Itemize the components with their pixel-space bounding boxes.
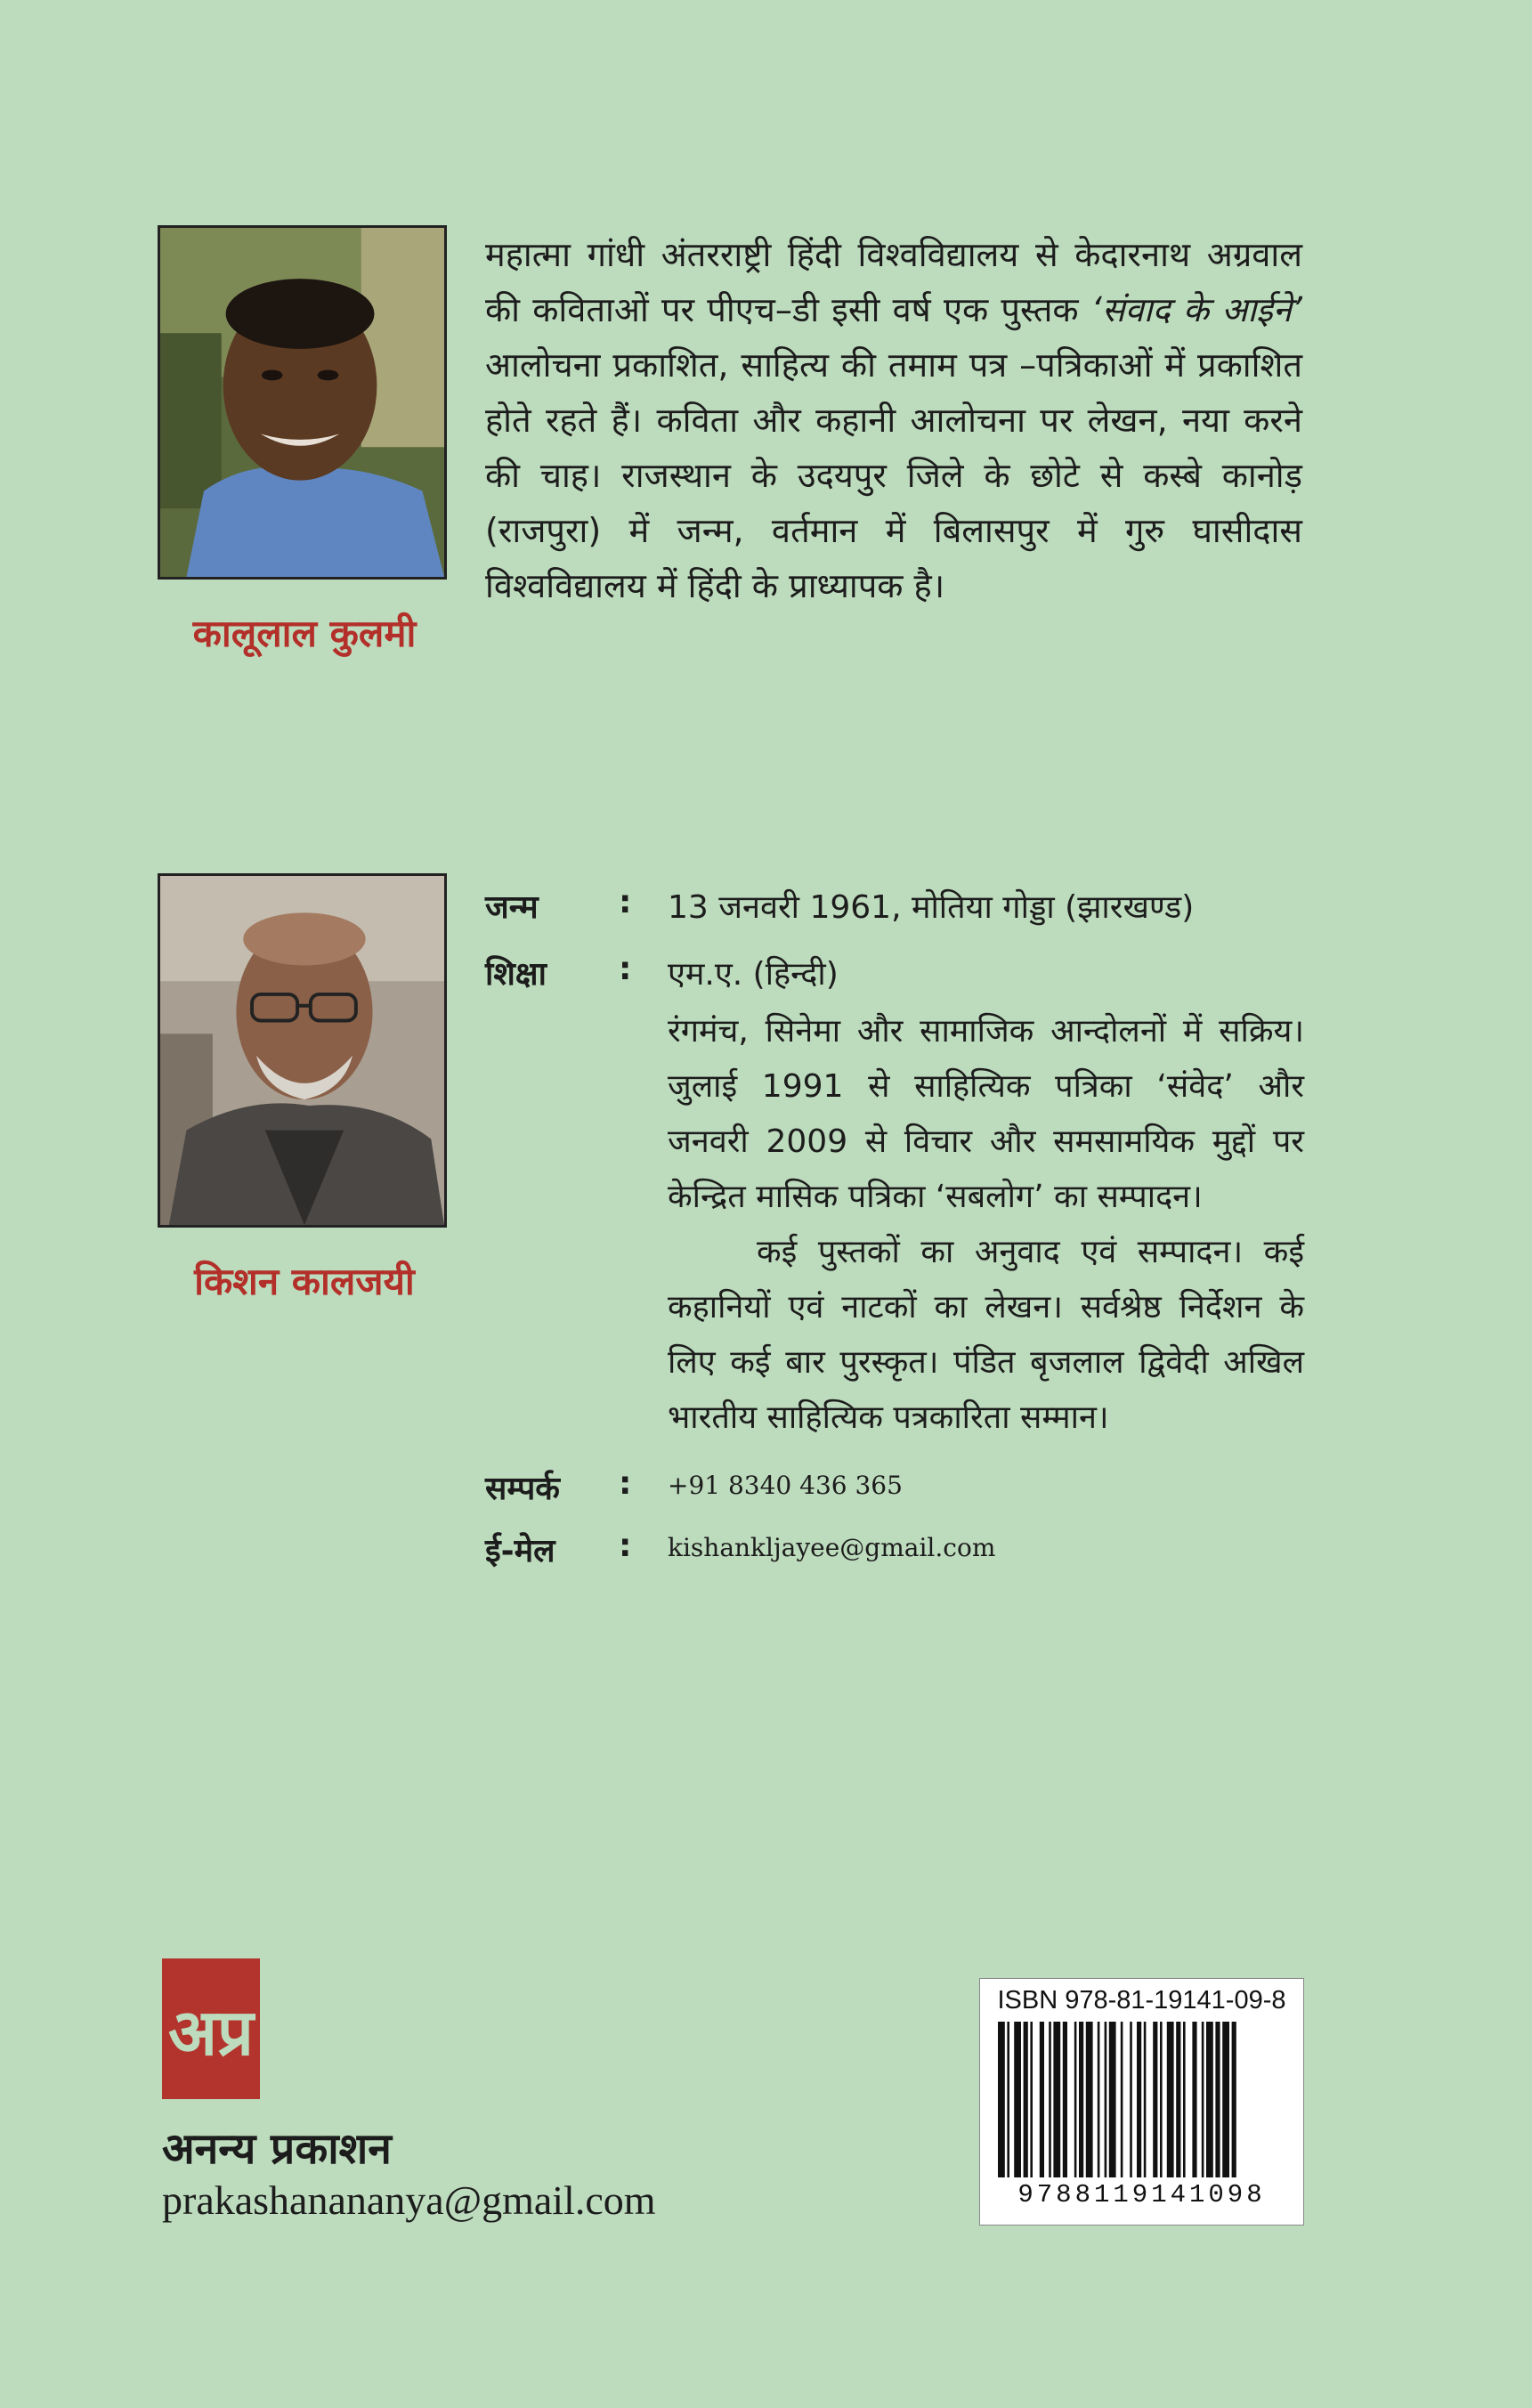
barcode-icon [998, 2022, 1287, 2177]
bio-text: महात्मा गांधी अंतरराष्ट्री हिंदी विश्वविद्यालय से केदारनाथ अग्रवाल की कविताओं पर पीएच–डी इसी वर्ष एक पुस्तक [485, 235, 1302, 329]
publisher-name: अनन्य प्रकाशन [162, 2124, 392, 2174]
author2-bio [668, 1004, 1304, 1446]
author-name: किशन कालजयी [194, 1260, 415, 1303]
education-value: एम.ए. (हिन्दी) [668, 956, 839, 993]
contact-label: सम्पर्क [485, 1471, 560, 1507]
isbn-barcode [979, 1978, 1304, 2226]
bio-paragraph: कई पुस्तकों का अनुवाद एवं सम्पादन। कई कहानियों एवं नाटकों का लेखन। सर्वश्रेष्ठ निर्देशन के लिए कई बार पुरस्कृत। पंडित बृजलाल द्विवेदी अखिल भारतीय साहित्यिक पत्रकारिता सम्मान। [668, 1234, 1304, 1436]
author-photo [158, 873, 447, 1228]
contact-value: +91 8340 436 365 [668, 1471, 903, 1500]
separator: : [619, 1465, 632, 1502]
bio-text: आलोचना प्रकाशित, साहित्य की तमाम पत्र –पत्रिकाओं में प्रकाशित होते रहते हैं। कविता और कहानी आलोचना पर लेखन, नया करने की चाह। राजस्थान के उदयपुर जिले के छोटे से कस्बे कानोड़ (राजपुरा) में जन्म, वर्तमान में बिलासपुर में गुरु घासीदास विश्वविद्यालय में हिंदी के प्राध्यापक है। [485, 345, 1302, 605]
isbn-label: ISBN 978-81-19141-09-8 [997, 1986, 1286, 2015]
separator: : [619, 884, 632, 920]
email-label: ई-मेल [485, 1533, 555, 1569]
publisher-logo [162, 1958, 260, 2099]
author-photo [158, 225, 447, 580]
book-title: ‘संवाद के आईने’ [1090, 290, 1302, 329]
email-value: kishankljayee@gmail.com [668, 1533, 996, 1562]
birth-value: 13 जनवरी 1961, मोतिया गोड्डा (झारखण्ड) [668, 889, 1195, 926]
barcode-digits: 9788119141098 [1017, 2180, 1266, 2209]
author-name: कालूलाल कुलमी [192, 612, 417, 655]
separator: : [619, 951, 632, 987]
birth-label: जन्म [485, 889, 539, 926]
author-bio [485, 227, 1302, 613]
bio-paragraph: रंगमंच, सिनेमा और सामाजिक आन्दोलनों में सक्रिय। जुलाई 1991 से साहित्यिक पत्रिका ‘संवेद’ और जनवरी 2009 से विचार और समसामयिक मुद्दों पर केन्द्रित मासिक पत्रिका ‘सबलोग’ का सम्पादन। [668, 1013, 1304, 1215]
separator: : [619, 1528, 632, 1564]
education-label: शिक्षा [485, 956, 547, 993]
publisher-email: prakashanananya@gmail.com [162, 2177, 656, 2223]
logo-text: अप्र [168, 1995, 254, 2070]
